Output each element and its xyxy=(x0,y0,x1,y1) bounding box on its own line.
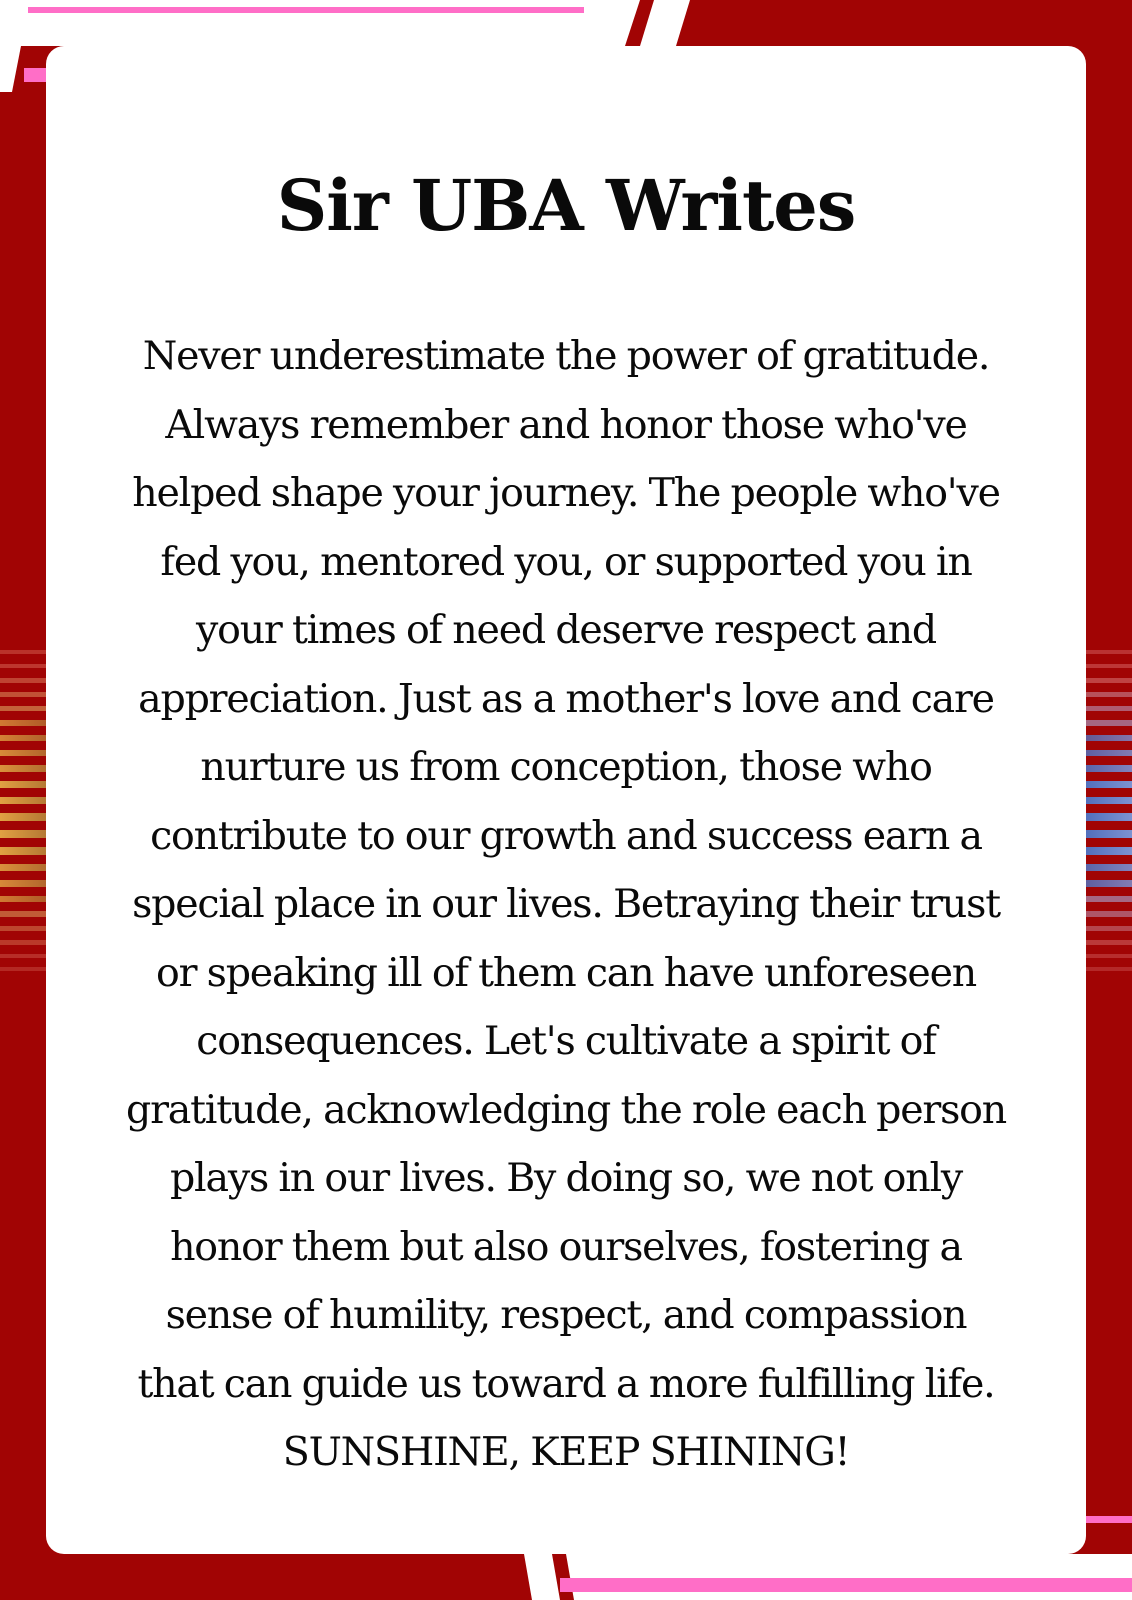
quote-line: gratitude, acknowledging the role each person xyxy=(126,1086,1006,1133)
quote-body xyxy=(86,322,1046,1487)
quote-line: nurture us from conception, those who xyxy=(200,744,932,790)
quote-line: special place in our lives. Betraying their trust xyxy=(132,881,1000,927)
quote-line: contribute to our growth and success earn a xyxy=(150,812,982,859)
page-title: Sir UBA Writes xyxy=(276,164,856,247)
pink-stripe-bottom-lower xyxy=(560,1578,1132,1592)
quote-line: helped shape your journey. The people who've xyxy=(132,470,1000,516)
quote-line: plays in our lives. By doing so, we not only xyxy=(169,1155,963,1201)
quote-line: or speaking ill of them can have unforeseen xyxy=(156,949,976,996)
quote-line: consequences. Let's cultivate a spirit of xyxy=(196,1018,936,1064)
quote-line: Never underestimate the power of gratitude. xyxy=(142,333,990,379)
quote-line: Always remember and honor those who've xyxy=(165,401,967,448)
quote-signoff: SUNSHINE, KEEP SHINING! xyxy=(282,1429,850,1475)
pink-stripe-top-thin xyxy=(28,7,584,13)
quote-line: sense of humility, respect, and compassion xyxy=(165,1292,967,1338)
quote-line: honor them but also ourselves, fostering a xyxy=(170,1223,962,1270)
top-left-white-panel xyxy=(14,0,640,46)
quote-line: fed you, mentored you, or supported you in xyxy=(160,538,972,585)
bottom-white-panel xyxy=(566,1554,1132,1600)
quote-line: that can guide us toward a more fulfilling life. xyxy=(137,1360,995,1407)
quote-line: appreciation. Just as a mother's love and care xyxy=(138,675,994,722)
quote-card xyxy=(46,46,1086,1554)
quote-line: your times of need deserve respect and xyxy=(196,607,936,653)
